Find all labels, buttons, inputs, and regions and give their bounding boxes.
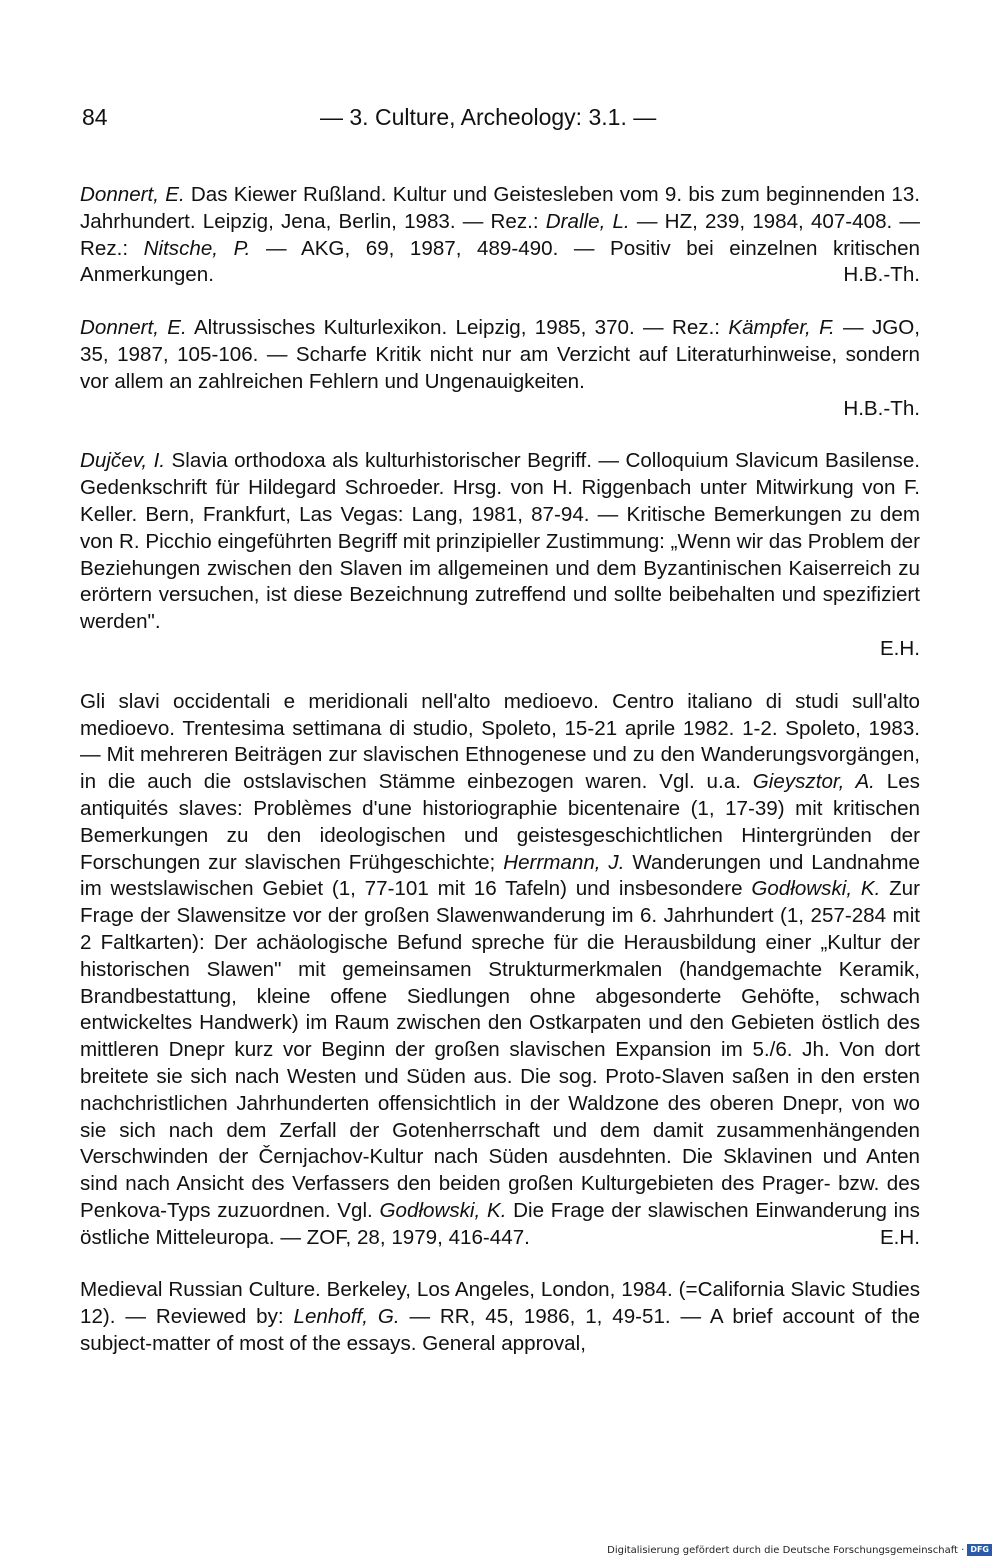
page-header bbox=[80, 104, 920, 138]
bibliography-entry bbox=[80, 448, 920, 662]
entry-text: — JGO, 35, 1987, 105-106. — Scharfe Kritik nicht nur am Verzicht auf Literaturhinweise, sondern vor allem an zahlreichen Fehlern und Ungenauigkeiten. bbox=[80, 316, 920, 393]
entry-text: Gli slavi occidentali e meridionali nell'alto medioevo. Centro italiano di studi sull'alto medioevo. Trentesima settimana di studio, Spoleto, 15-21 aprile 1982. 1-2. Spoleto, 1983. — Mit mehreren Beiträgen zur slavischen Ethnogenese und zu den Wanderungsvorgängen, in die auch die ostslavischen Stämme einbezogen waren. Vgl. u.a. bbox=[80, 689, 920, 794]
footer-text: Digitalisierung gefördert durch die Deutsche Forschungsgemeinschaft · bbox=[607, 1544, 965, 1556]
reviewer-name: Dralle, L. bbox=[545, 209, 630, 233]
entry-text: — AKG, 69, 1987, 489-490. — Positiv bei einzelnen kritischen Anmerkungen. bbox=[80, 236, 920, 287]
running-head: — 3. Culture, Archeology: 3.1. — bbox=[320, 104, 657, 130]
bibliography-entry bbox=[80, 182, 920, 289]
bibliography-entry bbox=[80, 689, 920, 1252]
entry-author: Donnert, E. bbox=[80, 183, 185, 206]
entry-text: Les antiquités slaves: Problèmes d'une historiographie bicentenaire (1, 17-39) mit kritischen Bemerkungen zu den ideologischen und geistesgeschichtlichen Hintergründen der Forschungen zur slavischen Frühgeschichte; bbox=[80, 770, 920, 874]
cited-author: Herrmann, J. bbox=[503, 850, 625, 874]
bibliography-entry bbox=[80, 1277, 920, 1357]
cited-author: Godłowski, K. bbox=[379, 1198, 507, 1222]
entry-text: Medieval Russian Culture. Berkeley, Los Angeles, London, 1984. (=California Slavic Studies 12). — Reviewed by: bbox=[80, 1278, 920, 1329]
entry-text: Die Frage der slawischen Einwanderung ins östliche Mitteleuropa. — ZOF, 28, 1979, 416-447. bbox=[80, 1198, 920, 1249]
page-number: 84 bbox=[82, 104, 108, 130]
entry-text: Altrussisches Kulturlexikon. Leipzig, 1985, 370. — Rez.: bbox=[186, 316, 729, 340]
reviewer-signature: H.B.-Th. bbox=[843, 396, 920, 420]
entry-text: Wanderungen und Landnahme im westslawischen Gebiet (1, 77-101 mit 16 Tafeln) und insbesondere bbox=[80, 850, 920, 901]
digitization-footer bbox=[607, 1544, 992, 1556]
dfg-logo: DFG bbox=[967, 1544, 992, 1556]
bibliography-entry bbox=[80, 315, 920, 422]
entry-text: — RR, 45, 1986, 1, 49-51. — A brief account of the subject-matter of most of the essays. General approval, bbox=[80, 1305, 920, 1356]
reviewer-signature: E.H. bbox=[879, 636, 920, 660]
reviewer-signature: H.B.-Th. bbox=[843, 263, 920, 287]
reviewer-name: Nitsche, P. bbox=[143, 236, 251, 260]
entry-text: — HZ, 239, 1984, 407-408. — Rez.: bbox=[80, 209, 921, 260]
entry-author: Dujčev, I. bbox=[80, 449, 166, 473]
reviewer-name: Lenhoff, G. bbox=[293, 1305, 400, 1329]
cited-author: Gieysztor, A. bbox=[752, 770, 875, 794]
entry-author: Donnert, E. bbox=[80, 316, 187, 340]
reviewer-name: Kämpfer, F. bbox=[728, 316, 835, 340]
entry-text: Zur Frage der Slawensitze vor der großen Slawenwanderung im 6. Jahrhundert (1, 257-284 mit 2 Faltkarten): Der achäologische Befund spreche für die Herausbildung einer „Kultur der historischen Slawen" mit gemeinsamen Strukturmerkmalen (handgemachte Keramik, Brandbestattung, kleine offene Siedlungen ohne abgesonderte Gehöfte, schwach entwickeltes Handwerk) im Raum zwischen den Ostkarpaten und den Gebieten östlich des mittleren Dnepr kurz vor Beginn der großen slavischen Expansion im 5./6. Jh. Von dort breitete sie sich nach Westen und Süden aus. Die sog. Proto-Slaven saßen in den ersten nachchristlichen Jahrhunderten offensichtlich in der Waldzone des oberen Dnepr, von wo sie sich nach dem Zerfall der Gotenherrschaft und dem damit zusammenhängenden Verschwinden der Černjachov-Kultur nach Süden ausdehnten. Die Sklavinen und Anten sind nach Ansicht des Verfassers den beiden großen Kulturgebieten des Prager- bzw. des Penkova-Typs zuzuordnen. Vgl. bbox=[80, 877, 920, 1222]
entry-text: Das Kiewer Rußland. Kultur und Geistesleben vom 9. bis zum beginnenden 13. Jahrhundert. Leipzig, Jena, Berlin, 1983. — Rez.: bbox=[80, 183, 921, 233]
document-page bbox=[80, 0, 920, 1560]
reviewer-signature: E.H. bbox=[879, 1225, 920, 1249]
bibliography-entries bbox=[80, 182, 920, 1384]
cited-author: Godłowski, K. bbox=[751, 877, 881, 901]
entry-text: Slavia orthodoxa als kulturhistorischer Begriff. — Colloquium Slavicum Basilense. Gedenkschrift für Hildegard Schroeder. Hrsg. von H. Riggenbach unter Mitwirkung von F. Keller. Bern, Frankfurt, Las Vegas: Lang, 1981, 87-94. — Kritische Bemerkungen zu dem von R. Picchio eingeführten Begriff mit prinzipieller Zustimmung: „Wenn wir das Problem der Beziehungen zwischen den Slaven im allgemeinen und dem Byzantinischen Kaiserreich zu erörtern versuchen, ist diese Bezeichnung zutreffend und sollte beibehalten und spezifiziert werden". bbox=[80, 449, 920, 634]
